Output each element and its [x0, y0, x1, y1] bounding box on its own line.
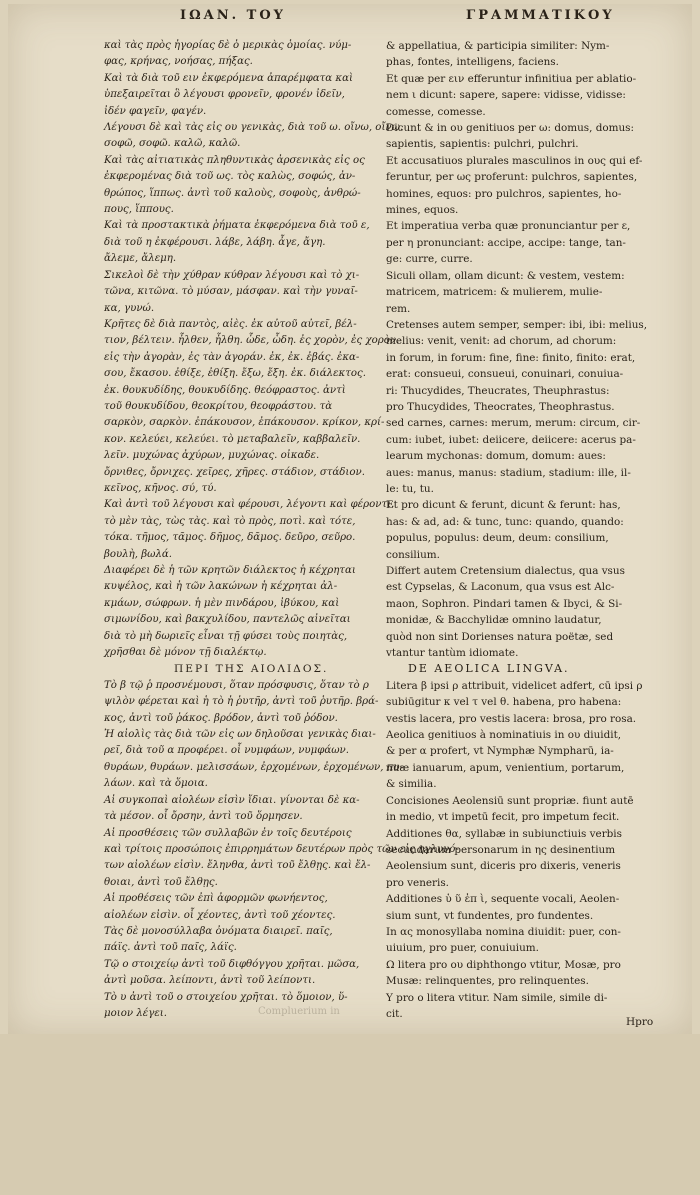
text-line: τόκα. τῆμος, τᾶμος. δῆμος, δᾶμος. δεῦρο, σεῦρο.: [104, 532, 356, 544]
text-line: Ἠ αἰολὶς τὰς διὰ τῶν εἰς ων δηλοῦσαι γενικὰς διαι-: [104, 729, 376, 741]
text-line: has: & ad, ad: & tunc, tunc: quando, quando:: [386, 515, 624, 528]
text-line: ἰδέν φαγεῖν, φαγέν.: [104, 105, 207, 117]
text-line: τιον, βέλτειν. ἦλθεν, ἦλθη. ὧδε, ὧδη. ἐς χορὸν, ἐς χορὸν.: [104, 335, 400, 347]
text-line: Διαφέρει δὲ ἡ τῶν κρητῶν διάλεκτος ἡ κέχρηται: [104, 565, 356, 576]
text-line: σιμωνίδου, καὶ βακχυλίδου, παντελῶς αἰνεῖται: [104, 614, 351, 626]
text-line: in medio, vt impetū fecit, pro impetum fecit.: [386, 811, 620, 824]
text-line: ri: Thucydides, Theucrates, Theuphrastus:: [386, 384, 610, 397]
text-line: Et accusatiuos plurales masculinos in ους qui ef-: [386, 154, 643, 167]
text-line: consilium.: [386, 548, 440, 561]
text-line: ἐκφερομένας διὰ τοῦ ως. τὸς καλὼς, σοφώς, ἀν-: [104, 171, 356, 183]
text-line: vtantur tantùm idiomate.: [386, 647, 519, 660]
text-line: λάων. καὶ τὰ ὅμοια.: [104, 778, 208, 790]
text-line: καὶ τρίτοις προσώποις ἐπιρρημάτων δευτέρων πρὸς τῶν εἰς ηγλυνό-: [104, 843, 459, 855]
text-line: ὑπεξαιρεῖται ὃ λέγουσι φρονεῖν, φρονέν ἰδεῖν,: [104, 89, 345, 101]
text-line: aues: manus, manus: stadium, stadium: ille, il-: [386, 466, 631, 479]
text-line: pro veneris.: [386, 876, 449, 889]
text-line: Αἱ προθέσεις τῶν ἐπὶ ἀφορμῶν φωνήεντος,: [104, 893, 328, 905]
text-line: populus, populus: deum, deum: consilium,: [386, 532, 609, 545]
text-line: Τῷ ο στοιχείῳ ἀντὶ τοῦ διφθόγγου χρῆται. μῶσα,: [104, 958, 360, 970]
text-line: in forum, in forum: fine, fine: finito, finito: erat,: [386, 351, 636, 364]
text-line: & per α profert, vt Nymphæ Nympharū, ia-: [386, 745, 614, 758]
header-right: ΓΡΑΜΜΑΤΙΚΟΥ: [466, 8, 615, 23]
text-line: cum: iubet, iubet: deiicere, deiicere: acerus pa-: [386, 433, 636, 446]
text-line: κα, γυνώ.: [104, 302, 155, 314]
text-line: sapientis, sapientis: pulchri, pulchri.: [386, 138, 579, 151]
text-line: learum mychonas: domum, domum: aues:: [386, 450, 606, 463]
header-left: ΙΩΑΝ. ΤΟΥ: [180, 8, 286, 23]
text-line: πάϊς. ἀντὶ τοῦ παῖς, λάϊς.: [104, 942, 237, 954]
text-line: phas, fontes, intelligens, faciens.: [386, 56, 559, 69]
text-line: uiuium, pro puer, conuiuium.: [386, 942, 539, 955]
text-line: Καὶ ἀντὶ τοῦ λέγουσι καὶ φέρουσι, λέγοντι καὶ φέροντι.: [104, 499, 395, 511]
text-line: sed carnes, carnes: merum, merum: circum, cir-: [386, 417, 641, 430]
text-line: Differt autem Cretensium dialectus, qua vsus: [386, 565, 625, 577]
text-line: secundarum personarum in ης desinentium: [386, 843, 616, 856]
text-line: χρῆσθαι δὲ μόνον τῇ διαλέκτῳ.: [104, 647, 267, 659]
text-line: est Cypselas, & Laconum, qua vsus est Alc-: [386, 581, 615, 594]
section-heading: DE AEOLICA LINGVA.: [408, 662, 570, 676]
text-line: Musæ: relinquentes, pro relinquentes.: [386, 975, 589, 988]
text-line: σου, ἔκασου. ἐθίξε, ἐθίξη. ἔξω, ἔξη. ἐκ. διάλεκτος.: [104, 368, 366, 380]
text-line: monidæ, & Bacchylidæ omnino laudatur,: [386, 614, 602, 627]
text-line: Κρῆτες δὲ διὰ παντὸς, αἰὲς. ἐκ αὐτοῦ αὐτεῖ, βέλ-: [104, 318, 357, 330]
text-line: μοιον λέγει.: [104, 1007, 168, 1019]
text-line: nem ι dicunt: sapere, sapere: vidisse, vidisse:: [386, 89, 626, 102]
text-line: pro Thucydides, Theocrates, Theophrastus.: [386, 400, 615, 413]
text-line: εἰς τὴν ἀγορὰν, ἐς τὰν ἀγοράν. ἐκ, ἐκ. ἐβάς. ἐκα-: [104, 351, 360, 363]
book-page: [8, 4, 692, 1034]
text-line: quòd non sint Dorienses natura poëtæ, sed: [386, 630, 614, 643]
text-line: & appellatiua, & participia similiter: Nym-: [386, 40, 610, 52]
text-line: rem.: [386, 302, 411, 315]
text-line: τὸ μὲν τὰς, τὼς τὰς. καὶ τὸ πρὸς, ποτὶ. καὶ τότε,: [104, 515, 356, 527]
text-line: αἰολέων εἰσὶν. οἷ χέοντες, ἀντὶ τοῦ χέοντες.: [104, 909, 336, 921]
text-line: per η pronunciant: accipe, accipe: tange, tan-: [386, 236, 626, 249]
text-line: κεῖνος, κῆνος. σύ, τύ.: [104, 482, 217, 494]
text-line: πους, ἵππους.: [104, 204, 174, 216]
text-line: subiūgitur κ vel τ vel θ. habena, pro habena:: [386, 696, 622, 709]
latin-text-column: [386, 38, 676, 1022]
text-line: κμάων, σώφρων. ἡ μὲν πινδάρου, ἰβύκου, καὶ: [104, 597, 340, 609]
text-line: θυράων, θυράων. μελισσάων, ἐρχομένων, ἐρχομένων, πυ-: [104, 761, 404, 773]
text-line: διὰ τοῦ η ἐκφέρουσι. λάβε, λάβη. ἆγε, ἄγη.: [104, 236, 326, 248]
text-line: των αἰολέων εἰσὶν. ἔληνθα, ἀντὶ τοῦ ἔλθῃς. καὶ ἔλ-: [104, 860, 371, 872]
running-header: [8, 8, 692, 30]
text-line: βουλὴ, βωλά.: [104, 548, 173, 560]
text-line: Additiones ὑ ῦ ἐπ ὶ, sequente vocali, Aeolen-: [386, 893, 620, 906]
text-line: Dicunt & in ου genitiuos per ω: domus, domus:: [386, 122, 635, 135]
text-line: le: tu, tu.: [386, 482, 434, 495]
text-line: ἐκ. θουκυδίδης, θουκυδίδης. θεόφραστος. ἀντὶ: [104, 384, 346, 396]
section-heading: ΠΕΡΙ ΤΗΣ ΑΙΟΛΙΔΟΣ.: [174, 663, 329, 676]
text-line: Et quæ per ειν efferuntur infinitiua per ablatio-: [386, 72, 637, 85]
text-line: ἀντὶ μοῦσα. λείποντι, ἀντὶ τοῦ λείποντι.: [104, 975, 316, 987]
text-line: κυψέλος, καὶ ἡ τῶν λακώνων ἡ κέχρηται ἀλ-: [104, 581, 338, 593]
text-line: Καὶ τὰς αἰτιατικὰς πληθυντικὰς ἀρσενικὰς εἰς ος: [104, 154, 365, 166]
text-line: In ας monosyllaba nomina diuidit: puer, con-: [386, 925, 621, 938]
text-line: Siculi ollam, ollam dicunt: & vestem, vestem:: [386, 269, 625, 282]
text-line: Καὶ τὰ προστακτικὰ ῥήματα ἐκφερόμενα διὰ τοῦ ε,: [104, 220, 370, 232]
text-line: Aeolensium sunt, diceris pro dixeris, veneris: [386, 860, 621, 873]
text-line: καὶ τὰς πρὸς ἠγορίας δὲ ὁ μερικὰς ὁμοίας. νύμ-: [104, 40, 352, 51]
text-line: feruntur, per ως proferunt: pulchros, sapientes,: [386, 171, 638, 184]
text-line: vestis lacera, pro vestis lacera: brosa, pro rosa.: [386, 712, 637, 725]
text-line: Et pro dicunt & ferunt, dicunt & ferunt: has,: [386, 499, 621, 512]
text-line: Aeolica genitiuos à nominatiuis in ου diuidit,: [386, 729, 622, 742]
text-line: Τὸ β τῷ ῥ προσνέμουσι, ὅταν πρόσφυσις, ὅταν τὸ ρ: [104, 679, 369, 691]
text-line: σαρκὸν, σαρκὸν. ἐπάκουσον, ἐπάκουσον. κρίκον, κρί-: [104, 417, 385, 429]
text-line: cit.: [386, 1007, 403, 1020]
text-line: λεῖν. μυχώνας ἀχύρων, μυχώνας. οἰκαδε.: [104, 450, 320, 462]
text-line: διὰ τὸ μὴ δωριεῖς εἶναι τῇ φύσει τοὺς ποιητὰς,: [104, 630, 348, 642]
text-line: Litera β ipsi ρ attribuit, videlicet adfert, cū ipsi ρ: [386, 679, 643, 692]
text-line: κος, ἀντὶ τοῦ ῥάκος. βρόδον, ἀντὶ τοῦ ῥόδον.: [104, 712, 338, 724]
text-line: ge: curre, curre.: [386, 253, 473, 266]
text-line: matricem, matricem: & mulierem, mulie-: [386, 286, 603, 299]
text-line: ὄρνιθες, ὄρνιχες. χεῖρες, χῆρες. στάδιον, στάδιον.: [104, 466, 365, 478]
catchword: Hpro: [626, 1016, 654, 1028]
text-line: τοῦ θουκυδίδου, θεοκρίτου, θεοφράστου. τὰ: [104, 400, 333, 412]
text-line: Λέγουσι δὲ καὶ τὰς εἰς ου γενικὰς, διὰ τοῦ ω. οἴνω, οἴνω.: [104, 122, 404, 134]
text-line: κον. κελεύει, κελεύει. τὸ μεταβαλεῖν, καββαλεῖν.: [104, 433, 361, 445]
text-line: Αἱ προσθέσεις τῶν συλλαβῶν ἐν τοῖς δευτέροις: [104, 827, 352, 839]
text-line: Ω litera pro ου diphthongo vtitur, Mosæ, pro: [386, 958, 621, 971]
text-line: Αἱ συγκοπαὶ αἰολέων εἰσὶν ἴδιαι. γίνονται δὲ κα-: [104, 794, 360, 806]
page-bottom-margin: [0, 1034, 700, 1195]
text-line: & similia.: [386, 778, 437, 791]
text-line: Καὶ τὰ διὰ τοῦ ειν ἐκφερόμενα ἀπαρέμφατα καὶ: [104, 72, 353, 84]
text-line: θρώπος, ἵππως. ἀντὶ τοῦ καλοὺς, σοφοὺς, ἀνθρώ-: [104, 187, 361, 199]
text-line: τῶνα, κιτῶνα. τὸ μύσαν, μάσφαν. καὶ τὴν γυναῖ-: [104, 286, 358, 298]
text-line: maon, Sophron. Pindari tamen & Ibyci, & Si-: [386, 597, 623, 610]
bleed-through-text: Compluerium in: [258, 1006, 340, 1017]
text-line: nuæ ianuarum, apum, venientium, portarum,: [386, 761, 625, 774]
text-line: Τὰς δὲ μονοσύλλαβα ὀνόματα διαιρεῖ. παῖς,: [104, 925, 333, 937]
text-line: φας, κρήνας, νοήσας, πήξας.: [104, 56, 253, 68]
text-line: θοιαι, ἀντὶ τοῦ ἔλθῃς.: [104, 876, 218, 888]
text-line: Cretenses autem semper, semper: ibi, ibi: melius,: [386, 318, 648, 331]
text-line: mines, equos.: [386, 204, 459, 217]
text-line: Et imperatiua verba quæ pronunciantur per ε,: [386, 220, 631, 233]
text-line: ρεῖ, διὰ τοῦ α προφέρει. οἷ νυμφάων, νυμφάων.: [104, 745, 349, 757]
text-line: Additiones θα, syllabæ in subiunctiuis verbis: [386, 827, 622, 840]
text-line: Υ pro ο litera vtitur. Nam simile, simile di-: [386, 991, 608, 1004]
text-line: erat: consueui, consueui, conuinari, conuiua-: [386, 368, 624, 381]
text-line: σοφῶ, σοφῶ. καλῶ, καλῶ.: [104, 138, 241, 150]
text-line: Concisiones Aeolensiū sunt propriæ. fiunt autē: [386, 794, 634, 807]
text-line: comesse, comesse.: [386, 105, 486, 118]
text-line: τὰ μέσον. οἷ ὄρσην, ἀντὶ τοῦ ὅρμησεν.: [104, 811, 303, 823]
text-line: homines, equos: pro pulchros, sapientes, ho-: [386, 187, 622, 200]
text-line: ψιλὸν φέρεται καὶ ἡ τὸ ἡ ῥυτῆρ, ἀντὶ τοῦ ῥυτῆρ. βρά-: [104, 696, 379, 708]
text-line: Σικελοὶ δὲ τὴν χύθραν κύθραν λέγουσι καὶ τὸ χι-: [104, 269, 360, 281]
text-line: ἄλεμε, ἄλεμη.: [104, 253, 177, 265]
text-line: melius: venit, venit: ad chorum, ad chorum:: [386, 335, 617, 348]
text-line: sium sunt, vt fundentes, pro fundentes.: [386, 909, 594, 922]
text-line: Τὸ υ ἀντὶ τοῦ ο στοιχείου χρῆται. τὸ ὅμοιον, ὕ-: [104, 991, 348, 1003]
